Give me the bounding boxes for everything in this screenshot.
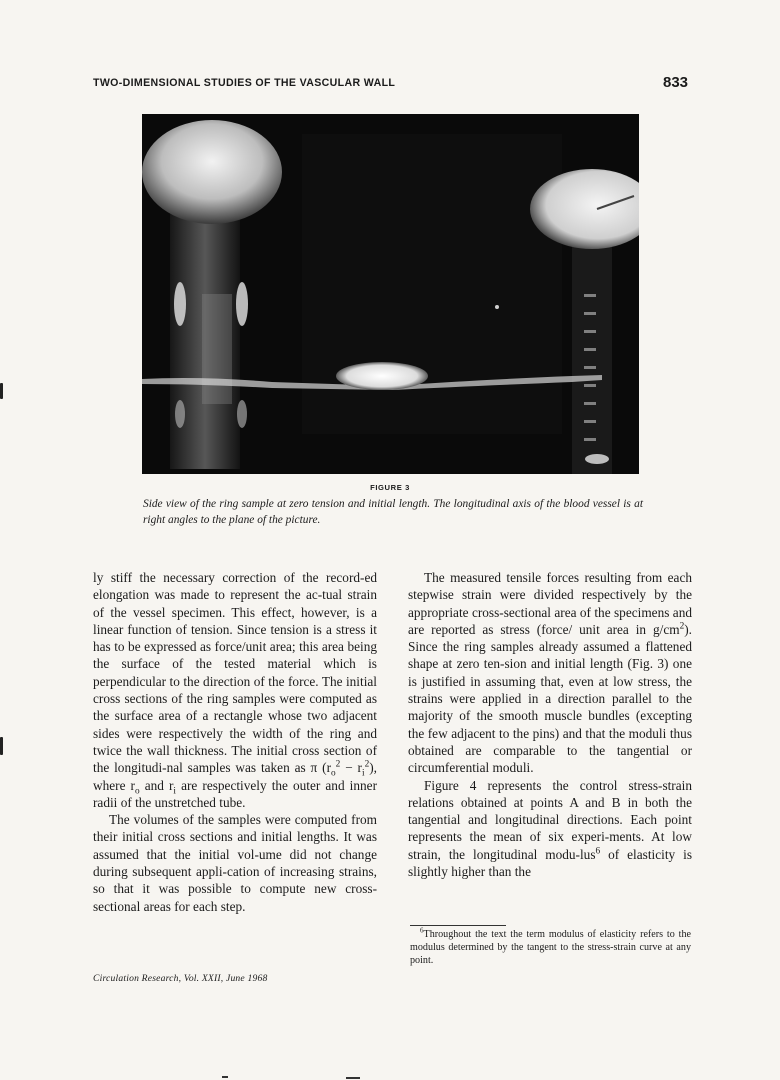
- right-paragraph-2: Figure 4 represents the control stress-strain relations obtained at points A and B in both the tangential and longitudinal directions. Each point represents the mean of six experi-ments. At low strain, the longitudinal modu-lus$^6$ of elasticity is slightly higher than the: [408, 777, 692, 880]
- ring-sample-photo: [142, 114, 639, 474]
- right-column: [408, 569, 692, 880]
- figure-label: FIGURE 3: [370, 483, 410, 492]
- ring-sample-bulge: [336, 362, 428, 390]
- binding-mark-bottom: [0, 737, 3, 755]
- left-pin-head: [142, 120, 282, 224]
- left-column: [93, 569, 377, 915]
- footnote: [410, 928, 691, 967]
- left-paragraph-2: The volumes of the samples were computed from their initial cross sections and initial lengths. It was assumed that the initial vol-ume did not change during subsequent appli-cation of increasing strains, so that it was possible to compute new cross-sectional areas for each step.: [93, 812, 377, 914]
- figure-caption: Side view of the ring sample at zero tension and initial length. The longitudinal axis of the blood vessel is at right angles to the plane of the picture.: [143, 498, 643, 526]
- footnote-marker: 6: [420, 926, 424, 935]
- left-paragraph-1: ly stiff the necessary correction of the record-ed elongation was made to represent the ac-tual strain of the vessel specimen. This effect, however, is a linear function of tension. Since tension is a stress it has to be expressed as force/unit area; this area being the surface of the tested material which is perpendicular to the direction of the force. The initial cross sections of the ring samples were computed as the surface area of a rectangle whose two adjacent sides were respectively the width of the ring and twice the wall thickness. The initial cross section of the longitudi-nal samples was taken as π $(r_o^2 - r_i^2)$, where $r_o$ and $r_i$ are respectively the outer and inner radii of the unstretched tube.: [93, 570, 377, 810]
- page-number: 833: [663, 74, 689, 91]
- figure-photograph: [142, 114, 639, 474]
- running-title: TWO-DIMENSIONAL STUDIES OF THE VASCULAR WALL: [93, 77, 396, 89]
- scan-mark-bottom-right: [346, 1077, 360, 1079]
- footnote-rule: [410, 925, 506, 926]
- journal-citation: Circulation Research, Vol. XXII, June 1968: [93, 973, 268, 984]
- binding-mark-top: [0, 383, 3, 399]
- scan-mark-bottom-left: [222, 1076, 228, 1078]
- right-paragraph-1: The measured tensile forces resulting from each stepwise strain were divided respectively by the appropriate cross-sectional area of the specimens and are reported as stress (force/ unit area in $g/cm^2$). Since the ring samples already assumed a flattened shape at zero ten-sion and initial length (Fig. 3) one is justified in assuming that, even at low stress, the strains were applied in a direction parallel to the majority of the smooth muscle bundles (excepting the few adjacent to the pins) and that the moduli thus obtained are comparable to the tangential or circumferential moduli.: [408, 570, 692, 776]
- footnote-text: Throughout the text the term modulus of elasticity refers to the modulus determined by the tangent to the stress-strain curve at any point.: [410, 929, 691, 966]
